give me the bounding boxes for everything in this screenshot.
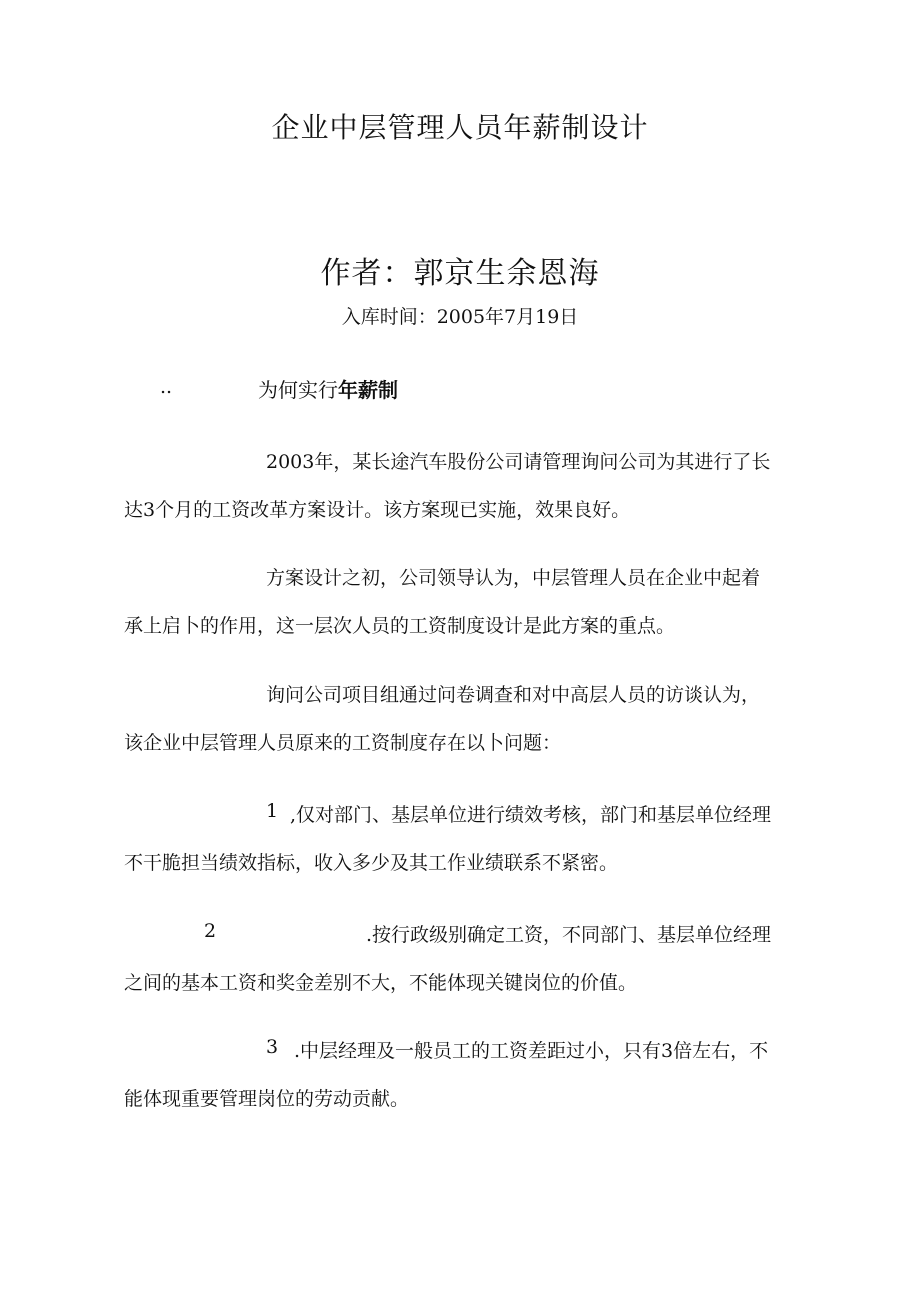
section-heading xyxy=(258,374,398,403)
archive-date: 入库时间：2005年7月19日 xyxy=(341,306,579,328)
author-line: 作者：郭京生余恩海 xyxy=(320,256,600,291)
paragraph-3-line-1: 询问公司项目组通过问卷调查和对中高层人员的访谈认为， xyxy=(266,684,761,706)
item-1-line-1: ,仅对部门、基层单位进行绩效考核，部门和基层单位经理 xyxy=(290,804,772,826)
item-3-line-2: 能体现重要管理岗位的劳动贡献。 xyxy=(124,1088,410,1110)
paragraph-1-line-2: 达3个月的工资改革方案设计。该方案现已实施，效果良好。 xyxy=(124,499,631,521)
item-2-line-1: .按行政级别确定工资，不同部门、基层单位经理 xyxy=(366,924,772,946)
item-2-line-2: 之间的基本工资和奖金差别不大，不能体现关键岗位的价值。 xyxy=(124,972,638,994)
item-1-line-2: 不干脆担当绩效指标，收入多少及其工作业绩联系不紧密。 xyxy=(124,852,619,874)
item-3-line-1: .中层经理及一般员工的工资差距过小，只有3倍左右，不 xyxy=(294,1040,769,1062)
item-1-number: 1 xyxy=(266,800,279,822)
section-heading-regular: 为何实行 xyxy=(258,378,338,402)
section-marker: .. xyxy=(160,376,173,398)
item-3-number: 3 xyxy=(266,1036,279,1058)
paragraph-1-line-1: 2003年，某长途汽车股份公司请管理询问公司为其进行了长 xyxy=(266,451,771,473)
section-heading-bold: 年薪制 xyxy=(338,378,398,402)
paragraph-2-line-2: 承上启卜的作用，这一层次人员的工资制度设计是此方案的重点。 xyxy=(124,615,676,637)
paragraph-3-line-2: 该企业中层管理人员原来的工资制度存在以卜问题： xyxy=(124,732,562,754)
item-2-number: 2 xyxy=(204,920,217,942)
document-title: 企业中层管理人员年薪制设计 xyxy=(271,111,649,144)
paragraph-2-line-1: 方案设计之初，公司领导认为，中层管理人员在企业中起着 xyxy=(266,567,761,589)
